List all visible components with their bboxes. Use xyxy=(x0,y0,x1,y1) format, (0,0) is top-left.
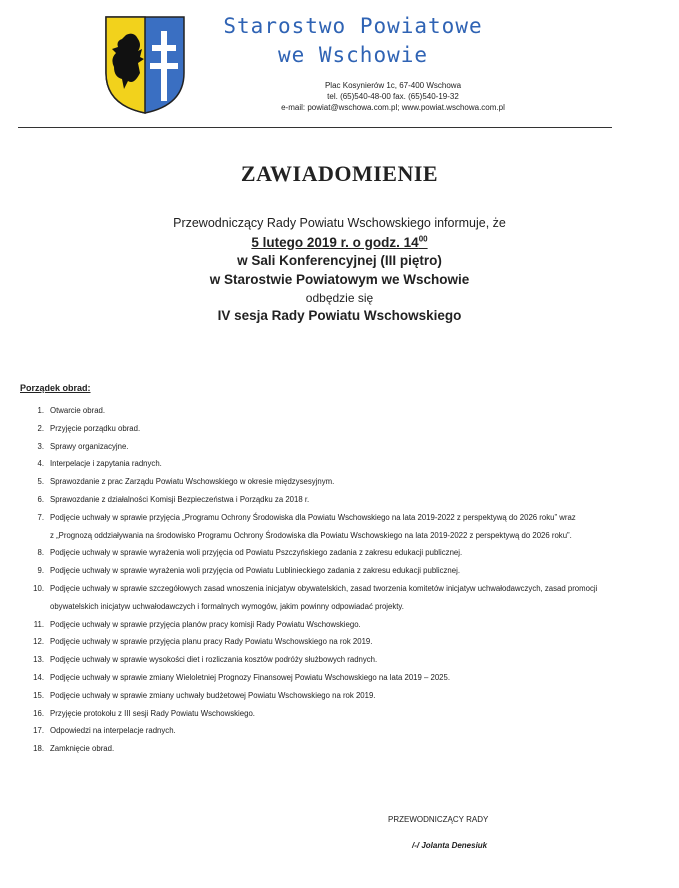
venue-building: w Starostwie Powiatowym we Wschowie xyxy=(209,272,470,287)
agenda-item-number: 3. xyxy=(37,441,44,451)
agenda-item-number: 13. xyxy=(33,655,44,665)
agenda-item-text: Podjęcie uchwały w sprawie przyjęcia planów pracy komisji Rady Powiatu Wschowskiego. xyxy=(50,619,361,629)
agenda-item-text: Sprawy organizacyjne. xyxy=(50,441,129,451)
agenda-item xyxy=(20,509,660,545)
agenda-item-number: 16. xyxy=(33,708,44,718)
agenda-item-number: 2. xyxy=(37,423,44,433)
agenda-item-text: Sprawozdanie z prac Zarządu Powiatu Wschowskiego w okresie międzysesyjnym. xyxy=(50,477,335,487)
office-name: Starostwo Powiatowe xyxy=(223,14,483,38)
phone-fax: tel. (65)540-48-00 fax. (65)540-19-32 xyxy=(327,92,459,101)
agenda-item xyxy=(20,687,660,705)
header-divider xyxy=(18,127,612,128)
session-date xyxy=(0,234,679,250)
agenda-item-text: Otwarcie obrad. xyxy=(50,406,106,415)
agenda-item-text: Podjęcie uchwały w sprawie wysokości diet i rozliczania kosztów podróży służbowych radnych. xyxy=(50,655,378,665)
agenda-item xyxy=(20,633,660,651)
address: Plac Kosynierów 1c, 67-400 Wschowa xyxy=(324,81,462,90)
agenda-item xyxy=(20,669,660,687)
agenda-item-text: Przyjęcie porządku obrad. xyxy=(50,423,141,433)
agenda-item xyxy=(20,473,660,491)
signature-title: PRZEWODNICZĄCY RADY xyxy=(388,815,489,824)
agenda-item-text: Podjęcie uchwały w sprawie wyrażenia woli przyjęcia od Powiatu Pszczyńskiego zadania z zakresu edukacji publicznej. xyxy=(50,548,463,558)
agenda-item xyxy=(20,562,660,580)
intro-line: Przewodniczący Rady Powiatu Wschowskiego informuje, że xyxy=(173,216,506,230)
agenda-item xyxy=(20,438,660,456)
agenda-item-text: Podjęcie uchwały w sprawie zmiany Wieloletniej Prognozy Finansowej Powiatu Wschowskiego na lata 2019 – 2025. xyxy=(50,672,451,682)
intro-connector: odbędzie się xyxy=(305,291,374,305)
office-location: we Wschowie xyxy=(277,43,429,67)
agenda-item xyxy=(20,705,660,723)
agenda-item-number: 15. xyxy=(33,690,44,700)
agenda-item-text: Zamknięcie obrad. xyxy=(50,744,115,754)
agenda-item-number: 14. xyxy=(33,672,44,682)
agenda-item-text: Podjęcie uchwały w sprawie przyjęcia „Programu Ochrony Środowiska dla Powiatu Wschowskiego na lata 2019-2022 z perspektywą do 2026 roku” wraz xyxy=(50,512,576,522)
agenda-item-number: 17. xyxy=(33,726,44,736)
agenda-item-number: 6. xyxy=(37,494,44,504)
email-website: e-mail: powiat@wschowa.com.pl; www.powiat.wschowa.com.pl xyxy=(281,103,505,112)
agenda-item-number: 9. xyxy=(37,566,44,576)
venue-room: w Sali Konferencyjnej (III piętro) xyxy=(237,253,442,268)
agenda-item xyxy=(20,455,660,473)
signature-name: /-/ Jolanta Denesiuk xyxy=(412,841,488,850)
session-name: IV sesja Rady Powiatu Wschowskiego xyxy=(217,308,462,323)
agenda-item-text: Przyjęcie protokołu z III sesji Rady Powiatu Wschowskiego. xyxy=(50,708,255,718)
agenda-item xyxy=(20,722,660,740)
agenda-item-text: Podjęcie uchwały w sprawie wyrażenia woli przyjęcia od Powiatu Lublinieckiego zadania z zakresu edukacji publicznej. xyxy=(50,566,460,576)
agenda-item xyxy=(20,580,660,616)
agenda-item-number: 7. xyxy=(37,512,44,522)
date-text: 5 lutego 2019 r. o godz. 14 xyxy=(251,234,419,250)
agenda-item-number: 11. xyxy=(33,619,44,629)
agenda-item xyxy=(20,616,660,634)
coat-of-arms-logo xyxy=(104,15,186,115)
agenda-item-number: 8. xyxy=(37,548,44,558)
agenda-item-number: 18. xyxy=(33,744,44,754)
agenda-item-text: Interpelacje i zapytania radnych. xyxy=(50,459,162,469)
agenda-title: Porządek obrad: xyxy=(20,383,91,393)
time-superscript: 00 xyxy=(418,234,428,243)
agenda-item-number: 12. xyxy=(33,637,44,647)
agenda-item-text: Podjęcie uchwały w sprawie przyjęcia planu pracy Rady Powiatu Wschowskiego na rok 2019. xyxy=(50,637,373,647)
agenda-item xyxy=(20,651,660,669)
agenda-item-text: Odpowiedzi na interpelacje radnych. xyxy=(50,726,176,736)
agenda-item-text: Podjęcie uchwały w sprawie zmiany uchwały budżetowej Powiatu Wschowskiego na rok 2019. xyxy=(50,690,376,700)
agenda-item-continuation: z „Prognozą oddziaływania na środowisko Programu Ochrony Środowiska dla Powiatu Wschowskiego na lata 2019-2022 z perspektywą do 2026 roku”. xyxy=(50,530,572,540)
agenda-item-number: 10. xyxy=(33,583,44,593)
agenda-item-text: Sprawozdanie z działalności Komisji Bezpieczeństwa i Porządku za 2018 r. xyxy=(50,494,310,504)
agenda-item xyxy=(20,740,660,758)
agenda-item-number: 4. xyxy=(37,459,44,469)
agenda-item-continuation: obywatelskich inicjatyw uchwałodawczych i formalnych wymogów, jakim powinny odpowiadać projekty. xyxy=(50,601,404,611)
agenda-item xyxy=(20,544,660,562)
agenda-item xyxy=(20,420,660,438)
agenda-item-number: 5. xyxy=(37,477,44,487)
agenda-item xyxy=(20,491,660,509)
agenda-list xyxy=(20,402,660,758)
document-heading: ZAWIADOMIENIE xyxy=(240,161,439,186)
agenda-item-number: 1. xyxy=(37,406,44,415)
agenda-item-text: Podjęcie uchwały w sprawie szczegółowych zasad wnoszenia inicjatyw obywatelskich, zasad tworzenia komitetów inicjatyw uchwałodawczych, zasad promocji xyxy=(50,583,598,593)
agenda-item xyxy=(20,402,660,420)
